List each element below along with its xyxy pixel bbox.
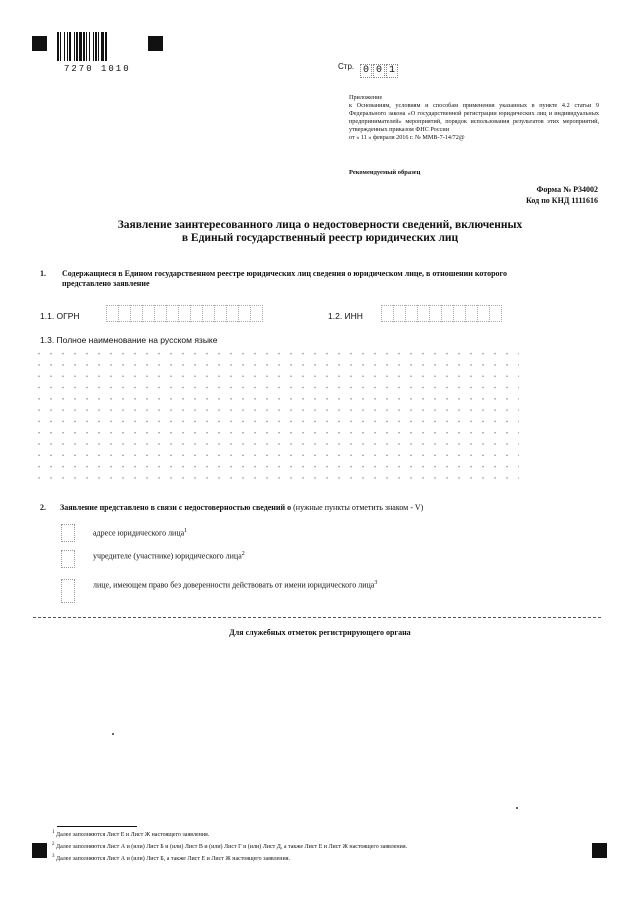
option-authorized-person-label: лице, имеющем право без доверенности действовать от имени юридического лица [93,580,375,590]
separator-line [33,617,601,618]
registration-marker-bottom-left [32,843,47,858]
input-cell[interactable] [489,305,502,322]
footnote-1-text: Далее заполняются Лист Е и Лист Ж настоящего заявления. [56,832,210,838]
input-cell[interactable] [250,305,263,322]
option-founder [93,551,245,561]
page-number-cells [360,59,399,78]
input-cell[interactable] [417,305,429,322]
input-cell[interactable] [381,305,393,322]
form-number: Форма № Р34002 [536,185,598,194]
input-cell[interactable] [118,305,130,322]
input-cell[interactable] [154,305,166,322]
footnote-ref-1: 1 [184,528,188,534]
input-cell[interactable] [441,305,453,322]
footnote-2-text: Далее заполняются Лист А и (или) Лист Б и (или) Лист В и (или) Лист Г и (или) Лист Д, а также Лист Е и Лист Ж настоящего заявления. [56,844,408,850]
appendix-date: от « 11 » февраля 2016 г. № ММВ-7-14/72@ [349,134,465,141]
barcode-number: 7270 1010 [64,64,131,74]
input-cell[interactable] [238,305,250,322]
option-authorized-person [93,580,377,590]
option-address-label: адресе юридического лица [93,528,185,538]
inn-label: 1.2. ИНН [328,311,363,321]
input-cell[interactable] [166,305,178,322]
registration-marker-bottom-right [592,843,607,858]
appendix-title: Приложение [349,94,383,101]
checkbox-authorized-person[interactable] [61,579,75,603]
footnote-3 [52,852,572,864]
scan-speck [516,807,518,809]
knd-code: Код по КНД 1111616 [525,196,598,205]
ogrn-label: 1.1. ОГРН [40,311,80,321]
inn-input-cells[interactable] [381,305,502,322]
appendix-block [349,94,599,142]
full-name-label: 1.3. Полное наименование на русском языке [40,335,218,345]
section-2-text: Заявление представлено в связи с недостоверностью сведений о [60,503,292,512]
full-name-input-grid[interactable] [33,348,519,484]
scan-speck [112,733,114,735]
input-cell[interactable] [429,305,441,322]
barcode-bar [107,32,108,61]
input-cell[interactable] [106,305,118,322]
input-cell[interactable] [465,305,477,322]
footnote-rule [57,826,137,827]
input-cell[interactable] [393,305,405,322]
registration-marker-top-left [32,36,47,51]
input-cell[interactable] [130,305,142,322]
footnote-1-mark: 1 [52,830,55,835]
input-cell[interactable] [178,305,190,322]
footnote-3-text: Далее заполняются Лист А и (или) Лист Б, а также Лист Е и Лист Ж настоящего заявления. [56,856,290,862]
input-cell[interactable] [453,305,465,322]
barcode [57,32,134,61]
section-1-number: 1. [40,269,46,278]
section-2-number: 2. [40,503,46,512]
option-address [93,528,187,538]
input-cell[interactable] [226,305,238,322]
ogrn-input-cells[interactable] [106,305,263,322]
title-line-2: в Единый государственный реестр юридических лиц [181,232,459,244]
appendix-text: к Основаниям, условиям и способам применения указанных в пункте 4.2 статьи 9 Федерального закона «О государственной регистрации юридических лиц и индивидуальных предпринимателей» мероприятий, порядок использования результатов этих мероприятий, утвержденных приказом ФНС России [349,102,599,133]
footnote-ref-2: 2 [241,551,245,557]
input-cell[interactable] [202,305,214,322]
input-cell[interactable] [477,305,489,322]
input-cell[interactable] [405,305,417,322]
section-1-text: Содержащиеся в Едином государственном реестре юридических лиц сведения о юридическом лице, в отношении которого представлено заявление [62,269,507,288]
footnote-3-mark: 3 [52,854,55,859]
page-digit: 0 [373,64,385,78]
input-cell[interactable] [190,305,202,322]
input-cell[interactable] [214,305,226,322]
page-label: Стр. [338,62,355,71]
footnotes [52,828,572,864]
section-2-hint: (нужные пункты отметить знаком - V) [291,503,424,512]
page-digit: 0 [360,64,372,78]
footnote-ref-3: 3 [374,580,378,586]
input-cell[interactable] [142,305,154,322]
page-digit: 1 [386,64,398,78]
footnote-1 [52,828,572,840]
form-number-block [526,184,598,206]
title-line-1: Заявление заинтересованного лица о недостоверности сведений, включенных [117,219,523,231]
checkbox-address[interactable] [61,524,75,542]
document-title [80,219,560,245]
recommended-sample: Рекомендуемый образец [349,169,421,176]
service-marks-heading: Для служебных отметок регистрирующего органа [229,628,411,637]
footnote-2 [52,840,572,852]
footnote-2-mark: 2 [52,842,55,847]
section-2-heading [40,503,424,513]
registration-marker-top-right [148,36,163,51]
checkbox-founder[interactable] [61,550,75,568]
option-founder-label: учредителе (участнике) юридического лица [93,551,242,561]
